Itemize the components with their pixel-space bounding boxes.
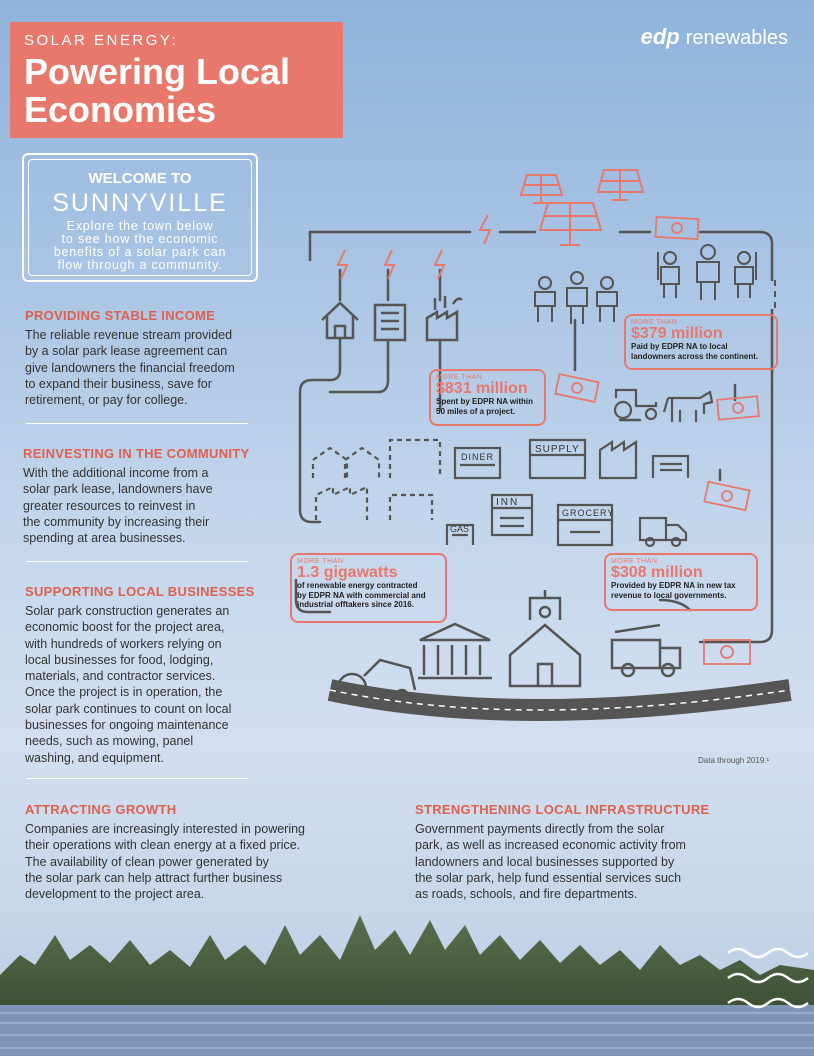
stat-value: 1.3 gigawatts <box>297 564 398 581</box>
section-heading: REINVESTING IN THE COMMUNITY <box>23 446 250 461</box>
logo-text: renewables <box>685 27 788 49</box>
section-body: Companies are increasingly interested in powering their operations with clean energy at a fixed price. The availability of clean power generated by the solar park can help attract further business development to the project area. <box>25 822 306 902</box>
section-heading: STRENGTHENING LOCAL INFRASTRUCTURE <box>415 802 710 817</box>
stat-kicker: MORE THAN <box>631 319 678 326</box>
farmer-icon <box>697 245 719 300</box>
section-attracting-growth <box>25 802 355 902</box>
title-line-1: Powering Local <box>24 51 291 92</box>
stat-kicker: MORE THAN <box>436 374 483 381</box>
stat-tax-revenue <box>604 553 758 611</box>
section-body: With the additional income from a solar park lease, landowners have greater resources to reinvest in the community by increasing their spending at area businesses. <box>23 466 213 546</box>
worker-icon <box>597 277 617 322</box>
school-icon <box>510 590 580 686</box>
fire-truck-icon <box>612 625 680 676</box>
welcome-label: WELCOME TO <box>88 170 192 187</box>
stat-value: $308 million <box>611 564 703 581</box>
welcome-desc-line: to see how the economic <box>61 232 219 246</box>
flow-line <box>300 340 340 522</box>
tractor-icon <box>615 390 656 419</box>
town-hall-icon <box>418 624 492 678</box>
stat-landowners <box>624 314 778 370</box>
shop-building <box>653 456 688 478</box>
stat-description: Spent by EDPR NA within 50 miles of a project. <box>436 397 534 416</box>
worker-icon <box>535 277 555 322</box>
stat-description: Paid by EDPR NA to local landowners across the continent. <box>631 342 759 361</box>
welcome-desc-line: benefits of a solar park can <box>53 245 227 259</box>
welcome-desc-line: Explore the town below <box>66 219 214 233</box>
supply-sign: SUPPLY <box>535 444 580 455</box>
inn-sign: INN <box>496 497 520 508</box>
stat-value: $379 million <box>631 325 723 342</box>
title-line-2: Economies <box>24 89 217 130</box>
cow-icon <box>664 392 712 422</box>
section-heading: SUPPORTING LOCAL BUSINESSES <box>25 584 255 599</box>
worker-icon <box>567 272 587 324</box>
office-icon <box>375 305 405 340</box>
section-body: Government payments directly from the solar park, as well as increased economic activity from landowners and local businesses supported by the solar park, help fund essential services such as roads, schools, and fire departments. <box>415 822 686 902</box>
welcome-desc-line: flow through a community. <box>57 258 223 272</box>
diner-sign: DINER <box>461 452 495 462</box>
stat-kicker: MORE THAN <box>297 558 344 565</box>
section-body: Solar park construction generates an economic boost for the project area, with hundreds of workers relying on local businesses for food, lodging, materials, and contractor services. Once the project is in operation, the solar park continues to count on local businesses for ongoing maintenance needs, such as mowing, panel washing, and equipment. <box>25 604 232 765</box>
section-heading: PROVIDING STABLE INCOME <box>25 308 216 323</box>
grocery-sign: GROCERY <box>562 508 615 518</box>
title-kicker: SOLAR ENERGY: <box>24 32 179 49</box>
footnote: Data through 2019.¹ <box>698 756 770 765</box>
road <box>330 690 790 710</box>
logo-mark: edp <box>640 24 680 49</box>
farmer-icon <box>658 252 679 298</box>
stat-value: $831 million <box>436 380 528 397</box>
stat-description: Provided by EDPR NA in new tax revenue to local governments. <box>611 581 736 600</box>
stat-description: of renewable energy contracted by EDPR NA with commercial and industrial offtakers since 2016. <box>297 581 426 609</box>
town-name: SUNNYVILLE <box>52 189 228 217</box>
section-body: The reliable revenue stream provided by a solar park lease agreement can give landowners the financial freedom to expand their business, save for retirement, or pay for college. <box>25 328 235 408</box>
section-infrastructure <box>415 802 745 902</box>
planned-building-icon <box>313 440 440 520</box>
factory-building <box>600 442 636 478</box>
farmer-icon <box>735 252 756 298</box>
section-heading: ATTRACTING GROWTH <box>25 802 177 817</box>
solar-panel-icon <box>521 170 643 245</box>
stat-local-spend <box>429 369 546 426</box>
truck-icon <box>640 518 686 546</box>
gas-sign: GAS <box>450 524 470 534</box>
forest-and-panels <box>0 905 814 1056</box>
factory-icon <box>427 296 462 340</box>
stat-gigawatts <box>290 553 447 623</box>
house-icon <box>322 303 358 338</box>
lightning-icon <box>338 215 490 279</box>
stat-kicker: MORE THAN <box>611 558 658 565</box>
